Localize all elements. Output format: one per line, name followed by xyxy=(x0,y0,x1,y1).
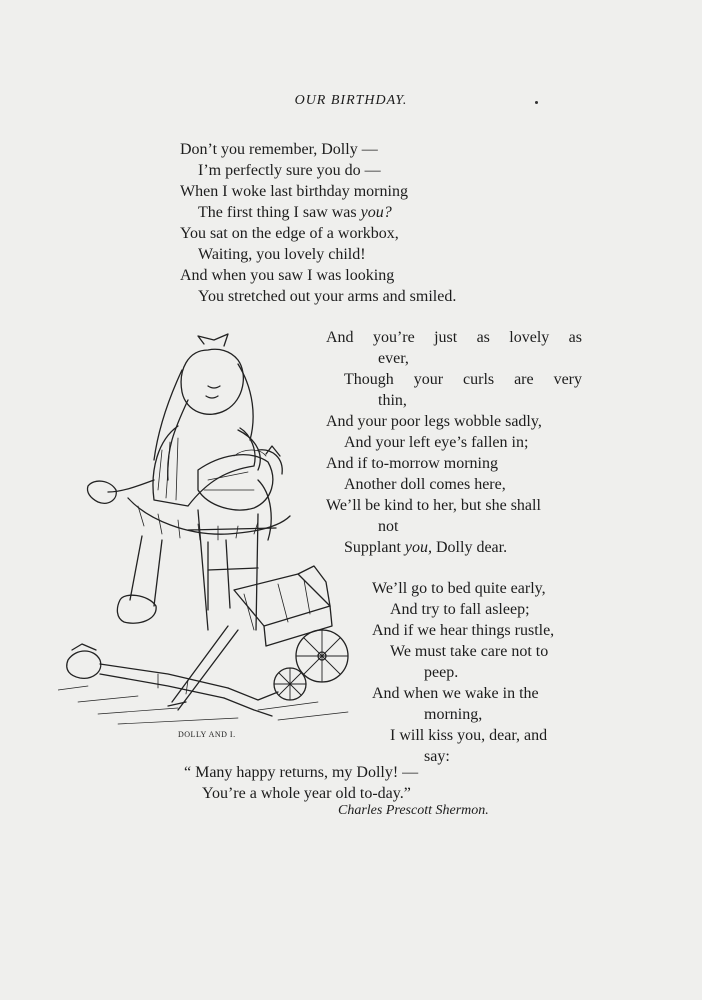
poem-line: And try to fall asleep; xyxy=(390,601,530,618)
poem-line: And your poor legs wobble sadly, xyxy=(326,413,542,430)
poem-line: “ Many happy returns, my Dolly! — xyxy=(184,764,419,781)
poem-line: ever, xyxy=(378,350,409,367)
poem-line: And if to-morrow morning xyxy=(326,455,498,472)
poem-line: I will kiss you, dear, and xyxy=(390,727,548,744)
poem-line: And if we hear things rustle, xyxy=(372,622,555,639)
ink-speck xyxy=(535,101,538,104)
poem-line: I’m perfectly sure you do — xyxy=(198,162,381,179)
poem-line: Don’t you remember, Dolly — xyxy=(180,141,378,158)
stanza-1 xyxy=(180,139,456,307)
author-signature: Charles Prescott Shermon. xyxy=(338,803,489,818)
stanza-2 xyxy=(326,327,582,558)
poem-line: not xyxy=(378,518,399,535)
illustration-caption: DOLLY AND I. xyxy=(178,730,236,739)
stanza-3 xyxy=(372,578,585,767)
poem-line: You’re a whole year old to-day.” xyxy=(202,785,411,802)
poem-line: Waiting, you lovely child! xyxy=(198,246,366,263)
poem-line: We must take care not to xyxy=(390,643,549,660)
poem-line: You sat on the edge of a workbox, xyxy=(180,225,399,242)
poem-line: Supplant you, Dolly dear. xyxy=(344,539,508,556)
poem-line: peep. xyxy=(424,664,459,681)
engraving-illustration xyxy=(58,330,358,730)
poem-line: We’ll go to bed quite early, xyxy=(372,580,546,597)
page-title: OUR BIRTHDAY. xyxy=(294,93,408,108)
poem-line: say: xyxy=(424,748,450,765)
poem-line: When I woke last birthday morning xyxy=(180,183,408,200)
poem-line: And when we wake in the xyxy=(372,685,539,702)
stanza-4 xyxy=(184,762,418,804)
poem-line: Though your curls are very xyxy=(344,371,582,388)
poem-line: And your left eye’s fallen in; xyxy=(344,434,529,451)
poem-line: thin, xyxy=(378,392,407,409)
poem-line: We’ll be kind to her, but she shall xyxy=(326,497,541,514)
poem-line: The first thing I saw was you? xyxy=(198,204,392,221)
poem-line: morning, xyxy=(424,706,483,723)
poem-line: You stretched out your arms and smiled. xyxy=(198,288,457,305)
poem-line: Another doll comes here, xyxy=(344,476,506,493)
poem-line: And when you saw I was looking xyxy=(180,267,395,284)
poem-line: And you’re just as lovely as xyxy=(326,329,582,346)
